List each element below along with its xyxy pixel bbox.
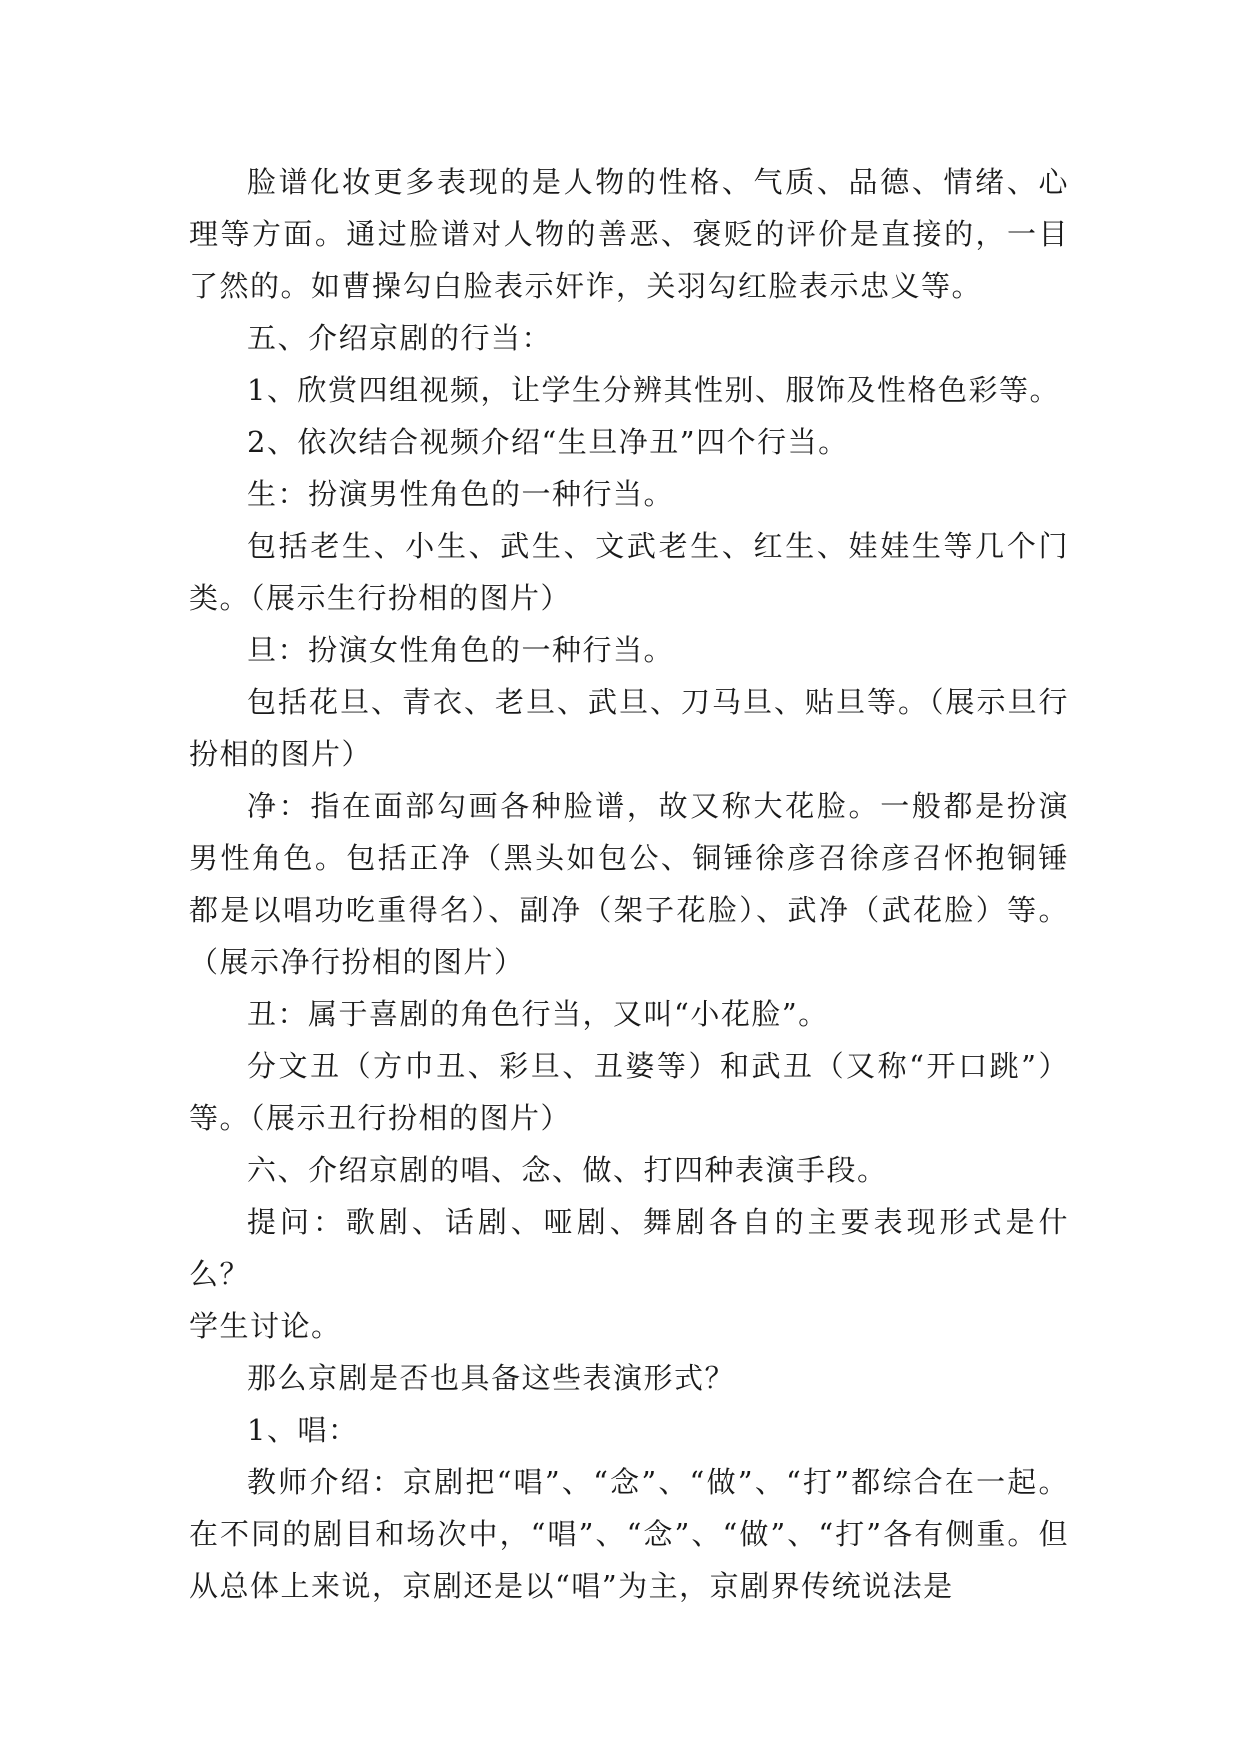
paragraph-sheng-definition: 生：扮演男性角色的一种行当。 (247, 477, 675, 511)
list-item-four-roles: 2、依次结合视频介绍“生旦净丑”四个行当。 (247, 425, 849, 459)
paragraph-dan-types: 包括花旦、青衣、老旦、武旦、刀马旦、贴旦等。（展示旦行扮相的图片） (189, 685, 1069, 771)
document-body (189, 156, 1069, 1612)
subheading-singing: 1、唱： (247, 1413, 359, 1447)
paragraph-jing: 净：指在面部勾画各种脸谱，故又称大花脸。一般都是扮演男性角色。包括正净（黑头如包公、铜锤徐彦召徐彦召怀抱铜锤都是以唱功吃重得名）、副净（架子花脸）、武净（武花脸）等。（展示净行扮相的图片） (189, 789, 1069, 979)
paragraph-question: 提问：歌剧、话剧、哑剧、舞剧各自的主要表现形式是什么？ (189, 1205, 1069, 1291)
section-heading-roles: 五、介绍京剧的行当： (247, 321, 553, 355)
paragraph-chou-definition: 丑：属于喜剧的角色行当，又叫“小花脸”。 (247, 997, 829, 1031)
paragraph-chou-types: 分文丑（方巾丑、彩旦、丑婆等）和武丑（又称“开口跳”）等。（展示丑行扮相的图片） (189, 1049, 1069, 1135)
section-heading-performance: 六、介绍京剧的唱、念、做、打四种表演手段。 (247, 1153, 888, 1187)
list-item-watch-videos: 1、欣赏四组视频，让学生分辨其性别、服饰及性格色彩等。 (247, 373, 1060, 407)
paragraph-facial-makeup: 脸谱化妆更多表现的是人物的性格、气质、品德、情绪、心理等方面。通过脸谱对人物的善恶、褒贬的评价是直接的，一目了然的。如曹操勾白脸表示奸诈，关羽勾红脸表示忠义等。 (189, 165, 1069, 303)
paragraph-follow-up-question: 那么京剧是否也具备这些表演形式？ (247, 1361, 736, 1395)
paragraph-dan-definition: 旦：扮演女性角色的一种行当。 (247, 633, 675, 667)
paragraph-discussion: 学生讨论。 (189, 1309, 342, 1343)
paragraph-sheng-types: 包括老生、小生、武生、文武老生、红生、娃娃生等几个门类。（展示生行扮相的图片） (189, 529, 1069, 615)
paragraph-teacher-intro: 教师介绍：京剧把“唱”、“念”、“做”、“打”都综合在一起。在不同的剧目和场次中，“唱”、“念”、“做”、“打”各有侧重。但从总体上来说，京剧还是以“唱”为主，京剧界传统说法是 (189, 1465, 1069, 1603)
